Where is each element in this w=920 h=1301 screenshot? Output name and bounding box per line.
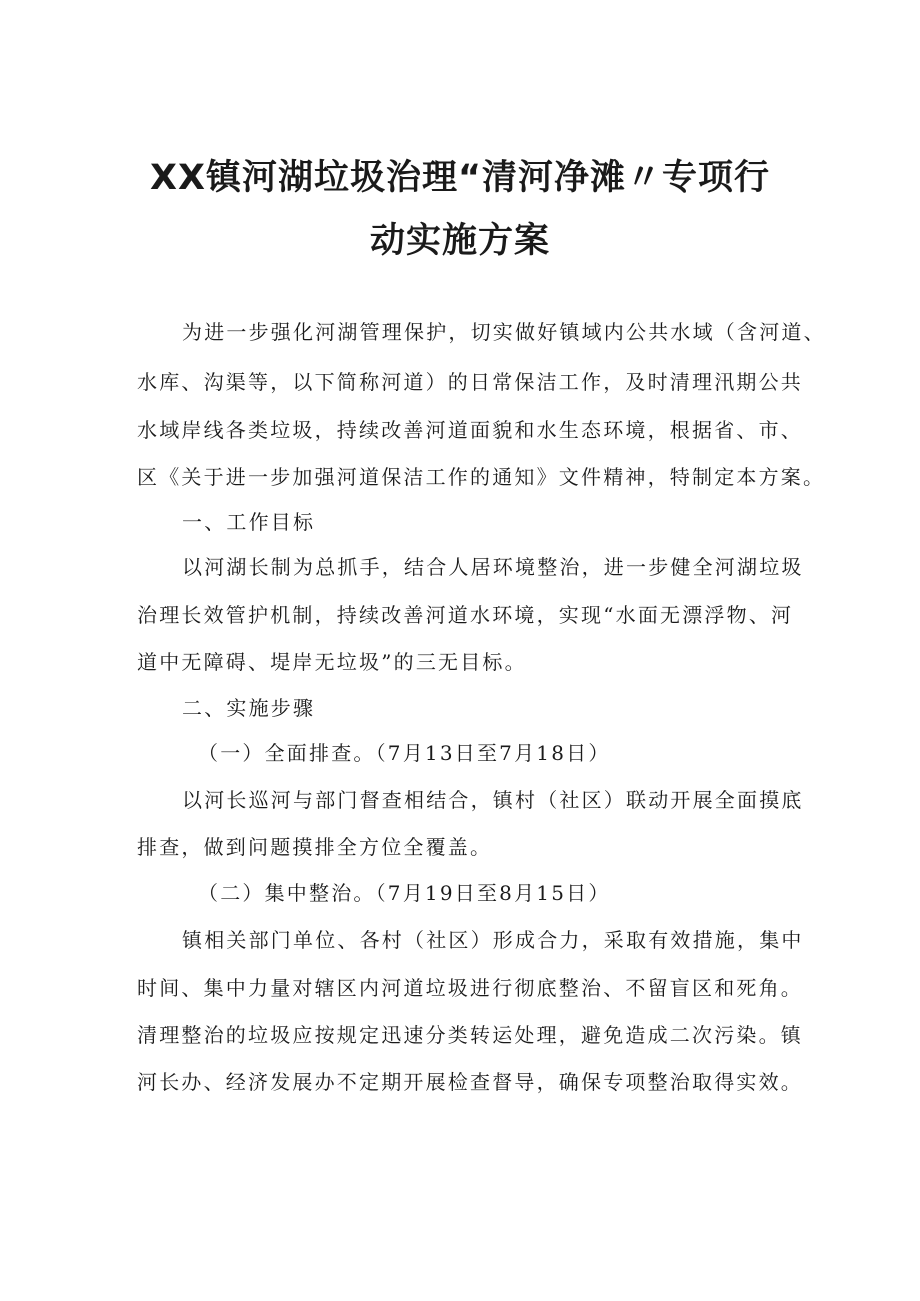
step-2-line-4: 河长办、经济发展办不定期开展检查督导，确保专项整治取得实效。: [137, 1070, 803, 1094]
step-2-line-3: 清理整治的垃圾应按规定迅速分类转运处理，避免造成二次污染。镇: [137, 1023, 803, 1047]
section-1-heading: 一、工作目标: [182, 510, 316, 534]
intro-line-1: 为进一步强化河湖管理保护，切实做好镇域内公共水域（含河道、: [182, 320, 826, 344]
section-1-line-2: 治理长效管护机制，持续改善河道水环境，实现“水面无漂浮物、河: [137, 603, 794, 627]
step-2-line-2: 时间、集中力量对辖区内河道垃圾进行彻底整治、不留盲区和死角。: [137, 976, 803, 1000]
section-1-line-1: 以河湖长制为总抓手，结合人居环境整治，进一步健全河湖垃圾: [182, 555, 804, 579]
step-2-line-1: 镇相关部门单位、各村（社区）形成合力，采取有效措施，集中: [182, 928, 804, 952]
intro-line-2: 水库、沟渠等，以下简称河道）的日常保洁工作，及时清理汛期公共: [137, 370, 803, 394]
intro-line-4: 区《关于进一步加强河道保洁工作的通知》文件精神，特制定本方案。: [137, 465, 826, 489]
document-title-line-1: XX镇河湖垃圾治理“清河净滩〃专项行: [150, 158, 770, 198]
step-2-heading: （二）集中整治。（7月19日至8月15日）: [198, 881, 611, 905]
document-title-line-2: 动实施方案: [369, 221, 550, 261]
intro-line-3: 水域岸线各类垃圾，持续改善河道面貌和水生态环境，根据省、市、: [137, 418, 803, 442]
step-1-line-1: 以河长巡河与部门督查相结合，镇村（社区）联动开展全面摸底: [182, 788, 804, 812]
step-1-heading: （一）全面排查。（7月13日至7月18日）: [198, 741, 611, 765]
section-2-heading: 二、实施步骤: [182, 696, 316, 720]
step-1-line-2: 排查，做到问题摸排全方位全覆盖。: [137, 835, 493, 859]
section-1-line-3: 道中无障碍、堤岸无垃圾”的三无目标。: [137, 650, 527, 674]
